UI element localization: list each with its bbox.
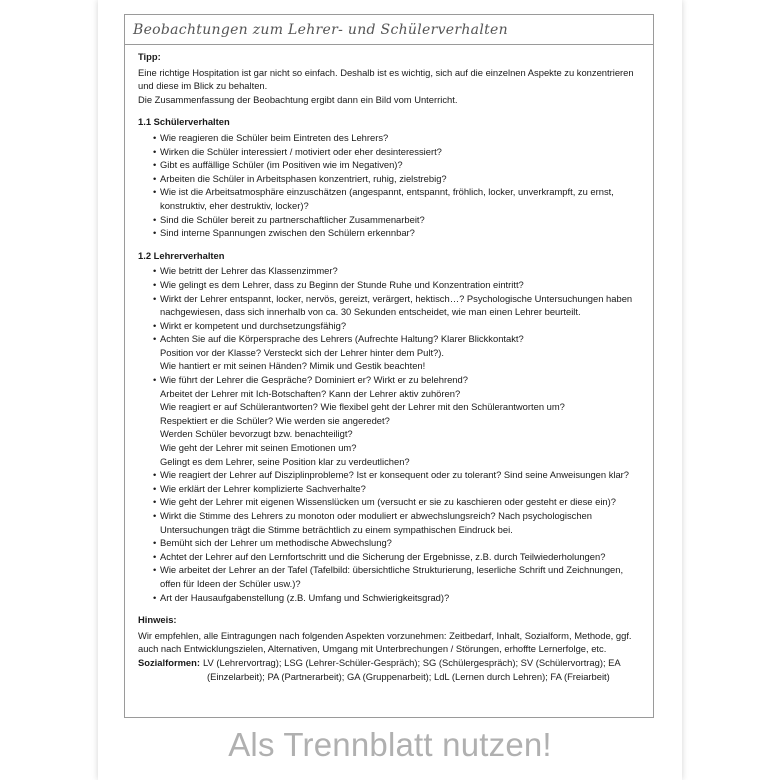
list-item-line: konstruktiv, eher destruktiv, locker)? (160, 199, 309, 211)
list-item (160, 495, 641, 509)
list-item (160, 550, 641, 564)
list-item-line: Werden Schüler bevorzugt bzw. benachteiligt? (160, 428, 353, 440)
list-item-line: • Achten Sie auf die Körpersprache des Lehrers (Aufrechte Haltung? Klarer Blickkontakt? (160, 333, 524, 345)
section-heading-schuelerverhalten: 1.1 Schülerverhalten (138, 116, 230, 128)
sozialformen-line: LV (Lehrervortrag); LSG (Lehrer-Schüler-Gespräch); SG (Schülergespräch); SV (Schülervortrag); EA (203, 656, 621, 668)
tipp-line: Eine richtige Hospitation ist gar nicht so einfach. Deshalb ist es wichtig, sich auf die einzelnen Aspekte zu konzentrieren (138, 66, 634, 78)
list-item (160, 468, 641, 482)
list-item (160, 482, 641, 496)
list-item-line: • Wie führt der Lehrer die Gespräche? Dominiert er? Wirkt er zu belehrend? (160, 374, 468, 386)
list-item-line: offen für Ideen der Schüler usw.)? (160, 577, 301, 589)
list-item-line: • Sind die Schüler bereit zu partnerschaftlicher Zusammenarbeit? (160, 213, 425, 225)
list-item-line: • Wie reagieren die Schüler beim Eintreten des Lehrers? (160, 131, 389, 143)
list-item-line: • Achtet der Lehrer auf den Lernfortschritt und die Sicherung der Ergebnisse, z.B. durch Teilwiederholungen? (160, 550, 606, 562)
list-item-line: • Wie betritt der Lehrer das Klassenzimmer? (160, 265, 338, 277)
tipp-line: und diese im Blick zu behalten. (138, 80, 268, 92)
list-item (160, 158, 641, 172)
list-item (160, 373, 641, 468)
list-item-line: • Wirken die Schüler interessiert / motiviert oder eher desinteressiert? (160, 145, 442, 157)
list-item-line: • Bemüht sich der Lehrer um methodische Abwechslung? (160, 537, 392, 549)
hinweis-line: Wir empfehlen, alle Eintragungen nach folgenden Aspekten vorzunehmen: Zeitbedarf, Inhalt, Sozialform, Methode, ggf. (138, 629, 632, 641)
sozialformen-text (200, 656, 621, 683)
sozialformen-label: Sozialformen: (138, 656, 200, 668)
list-item-line: • Wirkt die Stimme des Lehrers zu monoton oder moduliert er abwechslungsreich? Nach psychologischen (160, 510, 592, 521)
separator-sheet-caption: Als Trennblatt nutzen! (228, 726, 552, 763)
list-item-line: • Wie gelingt es dem Lehrer, dass zu Beginn der Stunde Ruhe und Konzentration eintritt? (160, 278, 524, 290)
list-item-line: • Sind interne Spannungen zwischen den Schülern erkennbar? (160, 227, 415, 239)
tipp-line: Die Zusammenfassung der Beobachtung ergibt dann ein Bild vom Unterricht. (138, 93, 458, 105)
list-item (160, 319, 641, 333)
hinweis-heading: Hinweis: (138, 614, 177, 626)
list-item (160, 591, 641, 605)
hinweis-line: auch nach Entwicklungszielen, Alternativen, Umgang mit Unterbrechungen / Störungen, erhoffte Lernerfolge, etc. (138, 643, 607, 655)
list-item-line: • Wirkt der Lehrer entspannt, locker, nervös, gereizt, verärgert, hektisch…? Psychologische Untersuchungen haben (160, 292, 633, 304)
hinweis-text (138, 629, 641, 656)
list-item (160, 172, 641, 186)
schuelerverhalten-list (138, 131, 641, 240)
list-item-line: • Wirkt er kompetent und durchsetzungsfähig? (160, 319, 347, 331)
tipp-text (138, 66, 641, 107)
list-item-line: • Gibt es auffällige Schüler (im Positiven wie im Negativen)? (160, 159, 403, 171)
sozialformen-line: (Einzelarbeit); PA (Partnerarbeit); GA (Gruppenarbeit); LdL (Lernen durch Lehren); FA (Freiarbeit) (207, 670, 610, 682)
list-item-line: • Wie ist die Arbeitsatmosphäre einzuschätzen (angespannt, entspannt, fröhlich, locker, unverkrampft, zu ernst, (160, 186, 614, 198)
list-item-line: • Wie arbeitet der Lehrer an der Tafel (Tafelbild: übersichtliche Strukturierung, leserliche Schrift und Zeichnungen, (160, 564, 624, 576)
list-item-line: • Wie erklärt der Lehrer komplizierte Sachverhalte? (160, 482, 366, 494)
list-item (160, 145, 641, 159)
list-item (160, 536, 641, 550)
list-item-line: Arbeitet der Lehrer mit Ich-Botschaften? Kann der Lehrer aktiv zuhören? (160, 387, 461, 399)
list-item-line: • Art der Hausaufgabenstellung (z.B. Umfang und Schwierigkeitsgrad)? (160, 591, 450, 603)
list-item-line: Wie reagiert er auf Schülerantworten? Wie flexibel geht der Lehrer mit den Schülerantworten um? (160, 401, 565, 413)
list-item-line: • Arbeiten die Schüler in Arbeitsphasen konzentriert, ruhig, zielstrebig? (160, 172, 447, 184)
list-item (160, 131, 641, 145)
list-item-line: nachgewiesen, dass sich innerhalb von ca. 30 Sekunden entscheidet, wie man einen Lehrer beurteilt. (160, 306, 581, 318)
list-item (160, 185, 641, 212)
list-item (160, 264, 641, 278)
worksheet-title: Beobachtungen zum Lehrer- und Schülerverhalten (133, 21, 508, 38)
list-item (160, 509, 641, 536)
sozialformen (138, 656, 641, 683)
list-item-line: • Wie geht der Lehrer mit eigenen Wissenslücken um (versucht er sie zu kaschieren oder gesteht er diese ein)? (160, 496, 616, 508)
list-item-line: Gelingt es dem Lehrer, seine Position klar zu verdeutlichen? (160, 455, 410, 467)
list-item-line: Wie hantiert er mit seinen Händen? Mimik und Gestik beachten! (160, 360, 426, 372)
list-item-line: Position vor der Klasse? Versteckt sich der Lehrer hinter dem Pult?). (160, 346, 444, 358)
list-item-line: Wie geht der Lehrer mit seinen Emotionen um? (160, 442, 357, 454)
list-item (160, 332, 641, 373)
lehrerverhalten-list (138, 264, 641, 604)
list-item-line: • Wie reagiert der Lehrer auf Disziplinprobleme? Ist er konsequent oder zu tolerant? Sind seine Anweisungen klar? (160, 469, 630, 481)
section-heading-lehrerverhalten: 1.2 Lehrerverhalten (138, 249, 225, 261)
list-item (160, 563, 641, 590)
worksheet-box (124, 14, 654, 718)
title-bar (125, 15, 653, 45)
tipp-heading: Tipp: (138, 51, 161, 62)
list-item-line: Respektiert er die Schüler? Wie werden sie angeredet? (160, 414, 390, 426)
list-item-line: Untersuchungen trägt die Stimme beträchtlich zu einem sympathischen Eindruck bei. (160, 523, 513, 535)
list-item (160, 213, 641, 227)
worksheet-content (125, 45, 653, 683)
list-item (160, 292, 641, 319)
list-item (160, 278, 641, 292)
list-item (160, 226, 641, 240)
